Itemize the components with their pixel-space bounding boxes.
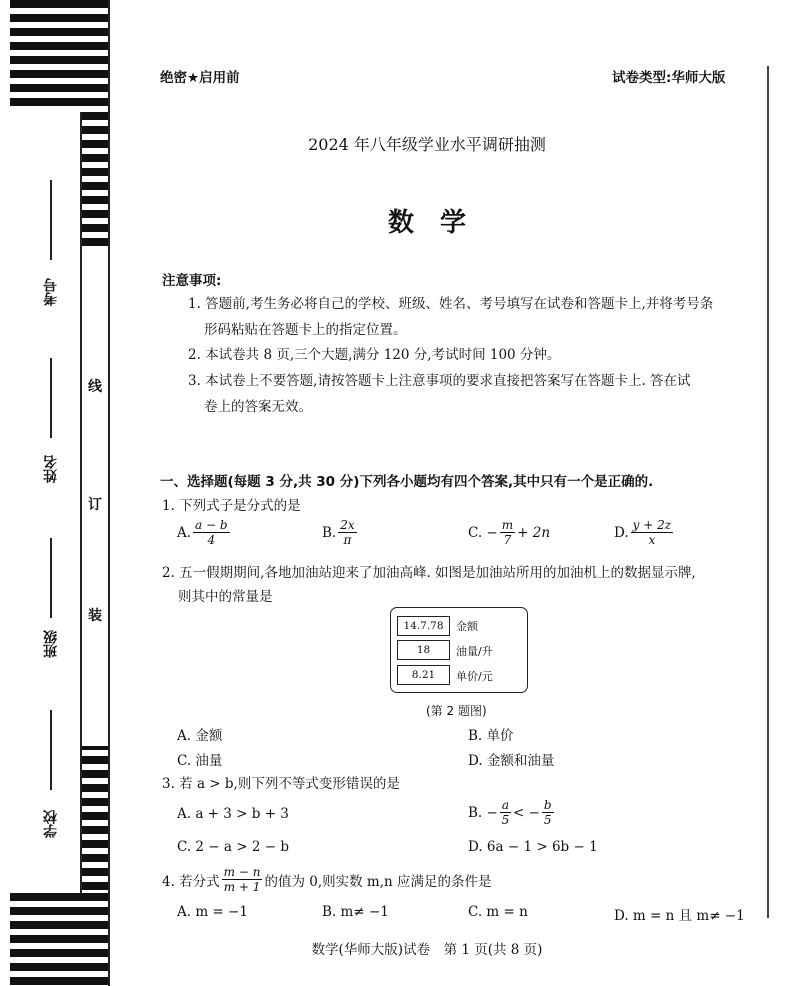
q2-stem-line1: 2. 五一假期期间,各地加油站迎来了加油高峰. 如图是加油站所用的加油机上的数据显示牌,	[162, 565, 696, 581]
section-heading: 一、选择题(每题 3 分,共 30 分)下列各小题均有四个答案,其中只有一个是正确的.	[160, 474, 654, 490]
page-footer: 数学(华师大版)试卷 第 1 页(共 8 页)	[311, 942, 543, 958]
display-amount-label: 金额	[456, 620, 478, 633]
q2-option-a: A. 金额	[177, 728, 223, 744]
field-school: 学校	[43, 810, 59, 838]
seal-char-bind: 装	[88, 608, 102, 624]
fuel-display-board	[390, 607, 528, 693]
q4-option-b: B. m≠ −1	[322, 904, 389, 920]
notice-item-2: 2. 本试卷共 8 页,三个大题,满分 120 分,考试时间 100 分钟。	[188, 347, 561, 363]
q1-option-b: B. $\frac{2x}{\pi}$	[322, 518, 355, 547]
display-amount-value: 14.7.78	[397, 616, 450, 636]
q2-stem-line2: 则其中的常量是	[178, 589, 273, 605]
display-price-label: 单价/元	[456, 670, 493, 683]
paper-type: 试卷类型:华师大版	[612, 70, 726, 86]
q3-option-d: D. 6a − 1 > 6b − 1	[468, 839, 598, 855]
q4-stem: 4. 若分式 $\frac{m - n}{m + 1}$ 的值为 0,则实数 m,n 应满足的条件是	[162, 865, 492, 894]
q1-option-a: A. $\frac{a - b}{4}$	[177, 518, 228, 547]
field-name: 姓名	[43, 455, 59, 483]
notice-item-3: 3. 本试卷上不要答题,请按答题卡上注意事项的要求直接把答案写在答题卡上. 答在试	[188, 373, 691, 389]
q3-option-b: B. − $\frac{a}{5}$ < − $\frac{b}{5}$	[468, 798, 552, 827]
q3-stem: 3. 若 a > b,则下列不等式变形错误的是	[162, 776, 400, 792]
display-volume-label: 油量/升	[456, 645, 493, 658]
q3-option-c: C. 2 − a > 2 − b	[177, 839, 289, 855]
q1-stem: 1. 下列式子是分式的是	[162, 498, 301, 514]
q4-option-c: C. m = n	[468, 904, 528, 920]
notice-heading: 注意事项:	[162, 273, 222, 289]
q1-option-d: D. $\frac{y + 2z}{x}$	[614, 518, 672, 547]
display-volume-value: 18	[397, 640, 450, 660]
q4-option-d: D. m = n 且 m≠ −1	[614, 908, 745, 924]
notice-item-1-cont: 形码粘贴在答题卡上的指定位置。	[204, 322, 407, 338]
seal-char-line: 线	[88, 379, 102, 395]
q2-option-c: C. 油量	[177, 753, 223, 769]
notice-item-1: 1. 答题前,考生务必将自己的学校、班级、姓名、考号填写在试卷和答题卡上,并将考号条	[188, 296, 714, 312]
subject-title: 数 学	[387, 208, 466, 238]
margin-rule	[767, 66, 769, 918]
seal-char-staple: 订	[88, 497, 102, 513]
field-exam-number: 考号	[43, 278, 59, 306]
q4-option-a: A. m = −1	[177, 904, 248, 920]
q3-option-a: A. a + 3 > b + 3	[177, 806, 289, 822]
display-price-value: 8.21	[397, 665, 450, 685]
exam-title: 2024 年八年级学业水平调研抽测	[308, 135, 546, 154]
secret-label: 绝密★启用前	[160, 70, 240, 86]
field-class: 班级	[43, 630, 59, 658]
notice-item-3-cont: 卷上的答案无效。	[204, 399, 312, 415]
q2-option-d: D. 金额和油量	[468, 753, 555, 769]
q1-option-c: C. − $\frac{m}{7}$ + 2n	[468, 518, 551, 547]
binding-stripes-top	[10, 0, 108, 112]
figure-caption: (第 2 题图)	[426, 704, 487, 718]
q2-option-b: B. 单价	[468, 728, 514, 744]
